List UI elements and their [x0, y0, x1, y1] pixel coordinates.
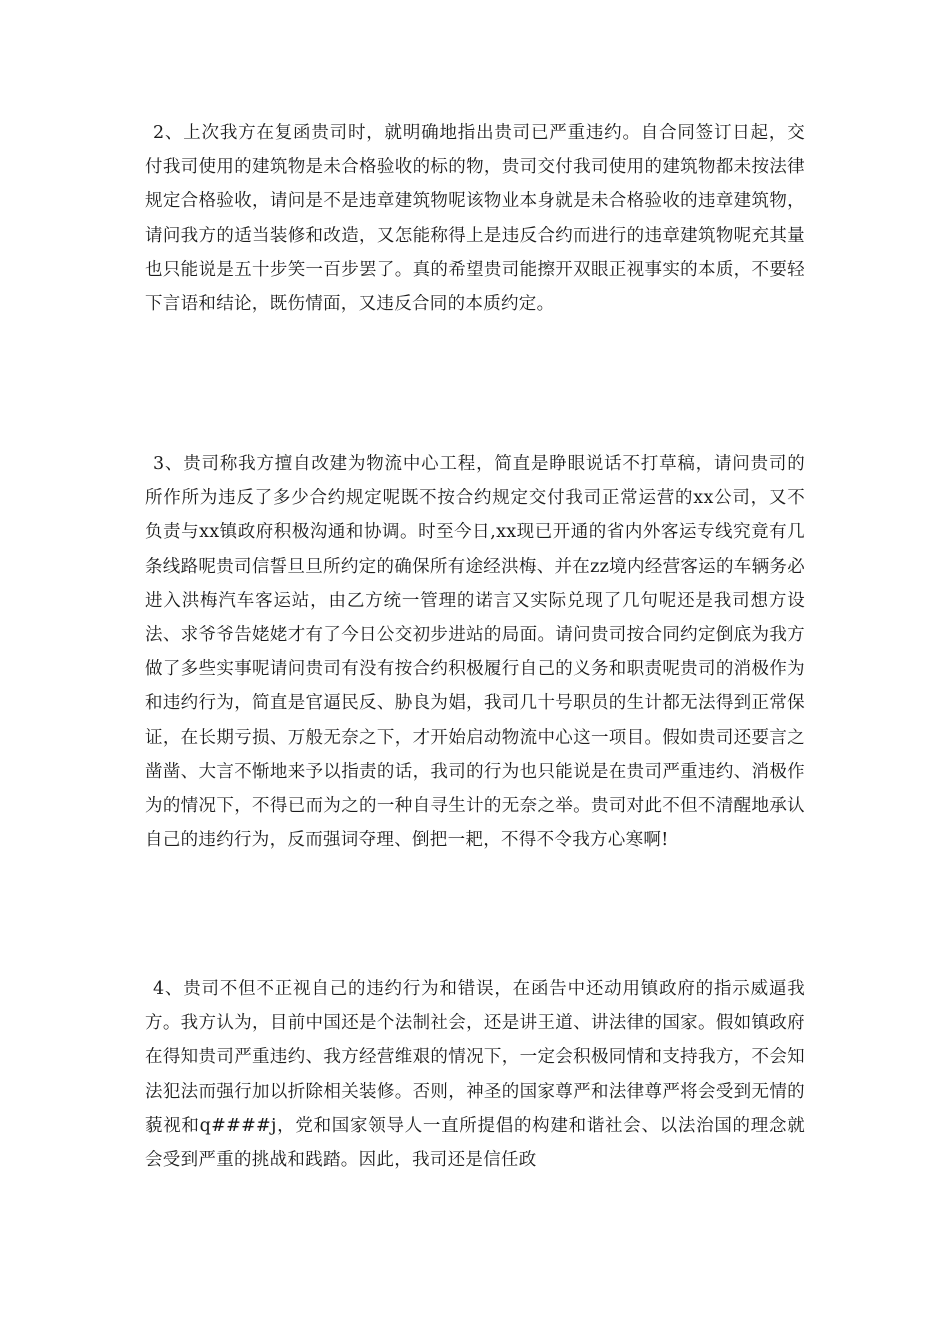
- paragraph-2: 2、上次我方在复函贵司时，就明确地指出贵司已严重违约。自合同签订日起，交付我司使用的建筑物是未合格验收的标的物，贵司交付我司使用的建筑物都未按法律规定合格验收，请问是不是违章建筑物呢该物业本身就是未合格验收的违章建筑物，请问我方的适当装修和改造，又怎能称得上是违反合约而进行的违章建筑物呢充其量也只能说是五十步笑一百步罢了。真的希望贵司能擦开双眼正视事实的本质，不要轻下言语和结论，既伤情面，又违反合同的本质约定。: [145, 123, 805, 315]
- paragraph-4: 4、贵司不但不正视自己的违约行为和错误，在函告中还动用镇政府的指示威逼我方。我方认为，目前中国还是个法制社会，还是讲王道、讲法律的国家。假如镇政府在得知贵司严重违约、我方经营维艰的情况下，一定会积极同情和支持我方，不会知法犯法而强行加以折除相关装修。否则，神圣的国家尊严和法律尊严将会受到无情的藐视和q####j，党和国家领导人一直所提倡的构建和谐社会、以法治国的理念就会受到严重的挑战和践踏。因此，我司还是信任政: [145, 979, 805, 1171]
- paragraph-3: 3、贵司称我方擅自改建为物流中心工程，简直是睁眼说话不打草稿，请问贵司的所作所为违反了多少合约规定呢既不按合约规定交付我司正常运营的xx公司，又不负责与xx镇政府积极沟通和协调。时至今日,xx现已开通的省内外客运专线究竟有几条线路呢贵司信誓旦旦所约定的确保所有途经洪梅、并在zz境内经营客运的车辆务必进入洪梅汽车客运站，由乙方统一管理的诺言又实际兑现了几句呢还是我司想方设法、求爷爷告姥姥才有了今日公交初步进站的局面。请问贵司按合同约定倒底为我方做了多些实事呢请问贵司有没有按合约积极履行自己的义务和职责呢贵司的消极作为和违约行为，简直是官逼民反、胁良为娼，我司几十号职员的生计都无法得到正常保证，在长期亏损、万般无奈之下，才开始启动物流中心这一项目。假如贵司还要言之凿凿、大言不惭地来予以指责的话，我司的行为也只能说是在贵司严重违约、消极作为的情况下，不得已而为之的一种自寻生计的无奈之举。贵司对此不但不清醒地承认自己的违约行为，反而强词夺理、倒把一耙，不得不令我方心寒啊!: [145, 454, 805, 851]
